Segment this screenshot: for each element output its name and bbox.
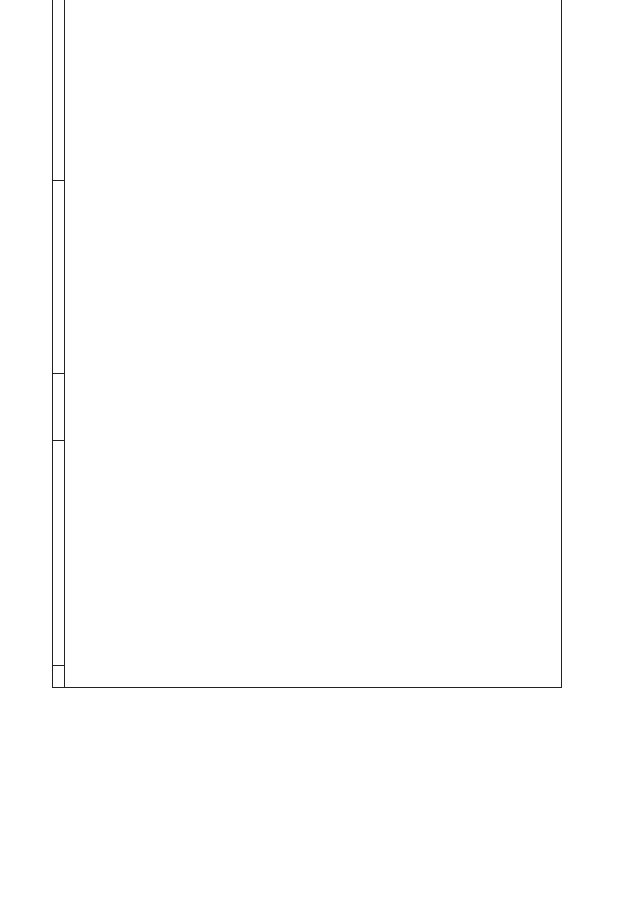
column-header-5 xyxy=(53,0,64,180)
table-header-row xyxy=(53,0,65,687)
column-header-4 xyxy=(53,180,64,373)
column-header-1 xyxy=(53,665,64,687)
column-header-2 xyxy=(53,440,64,665)
column-header-3 xyxy=(53,373,64,440)
capital-repair-table xyxy=(52,0,562,688)
